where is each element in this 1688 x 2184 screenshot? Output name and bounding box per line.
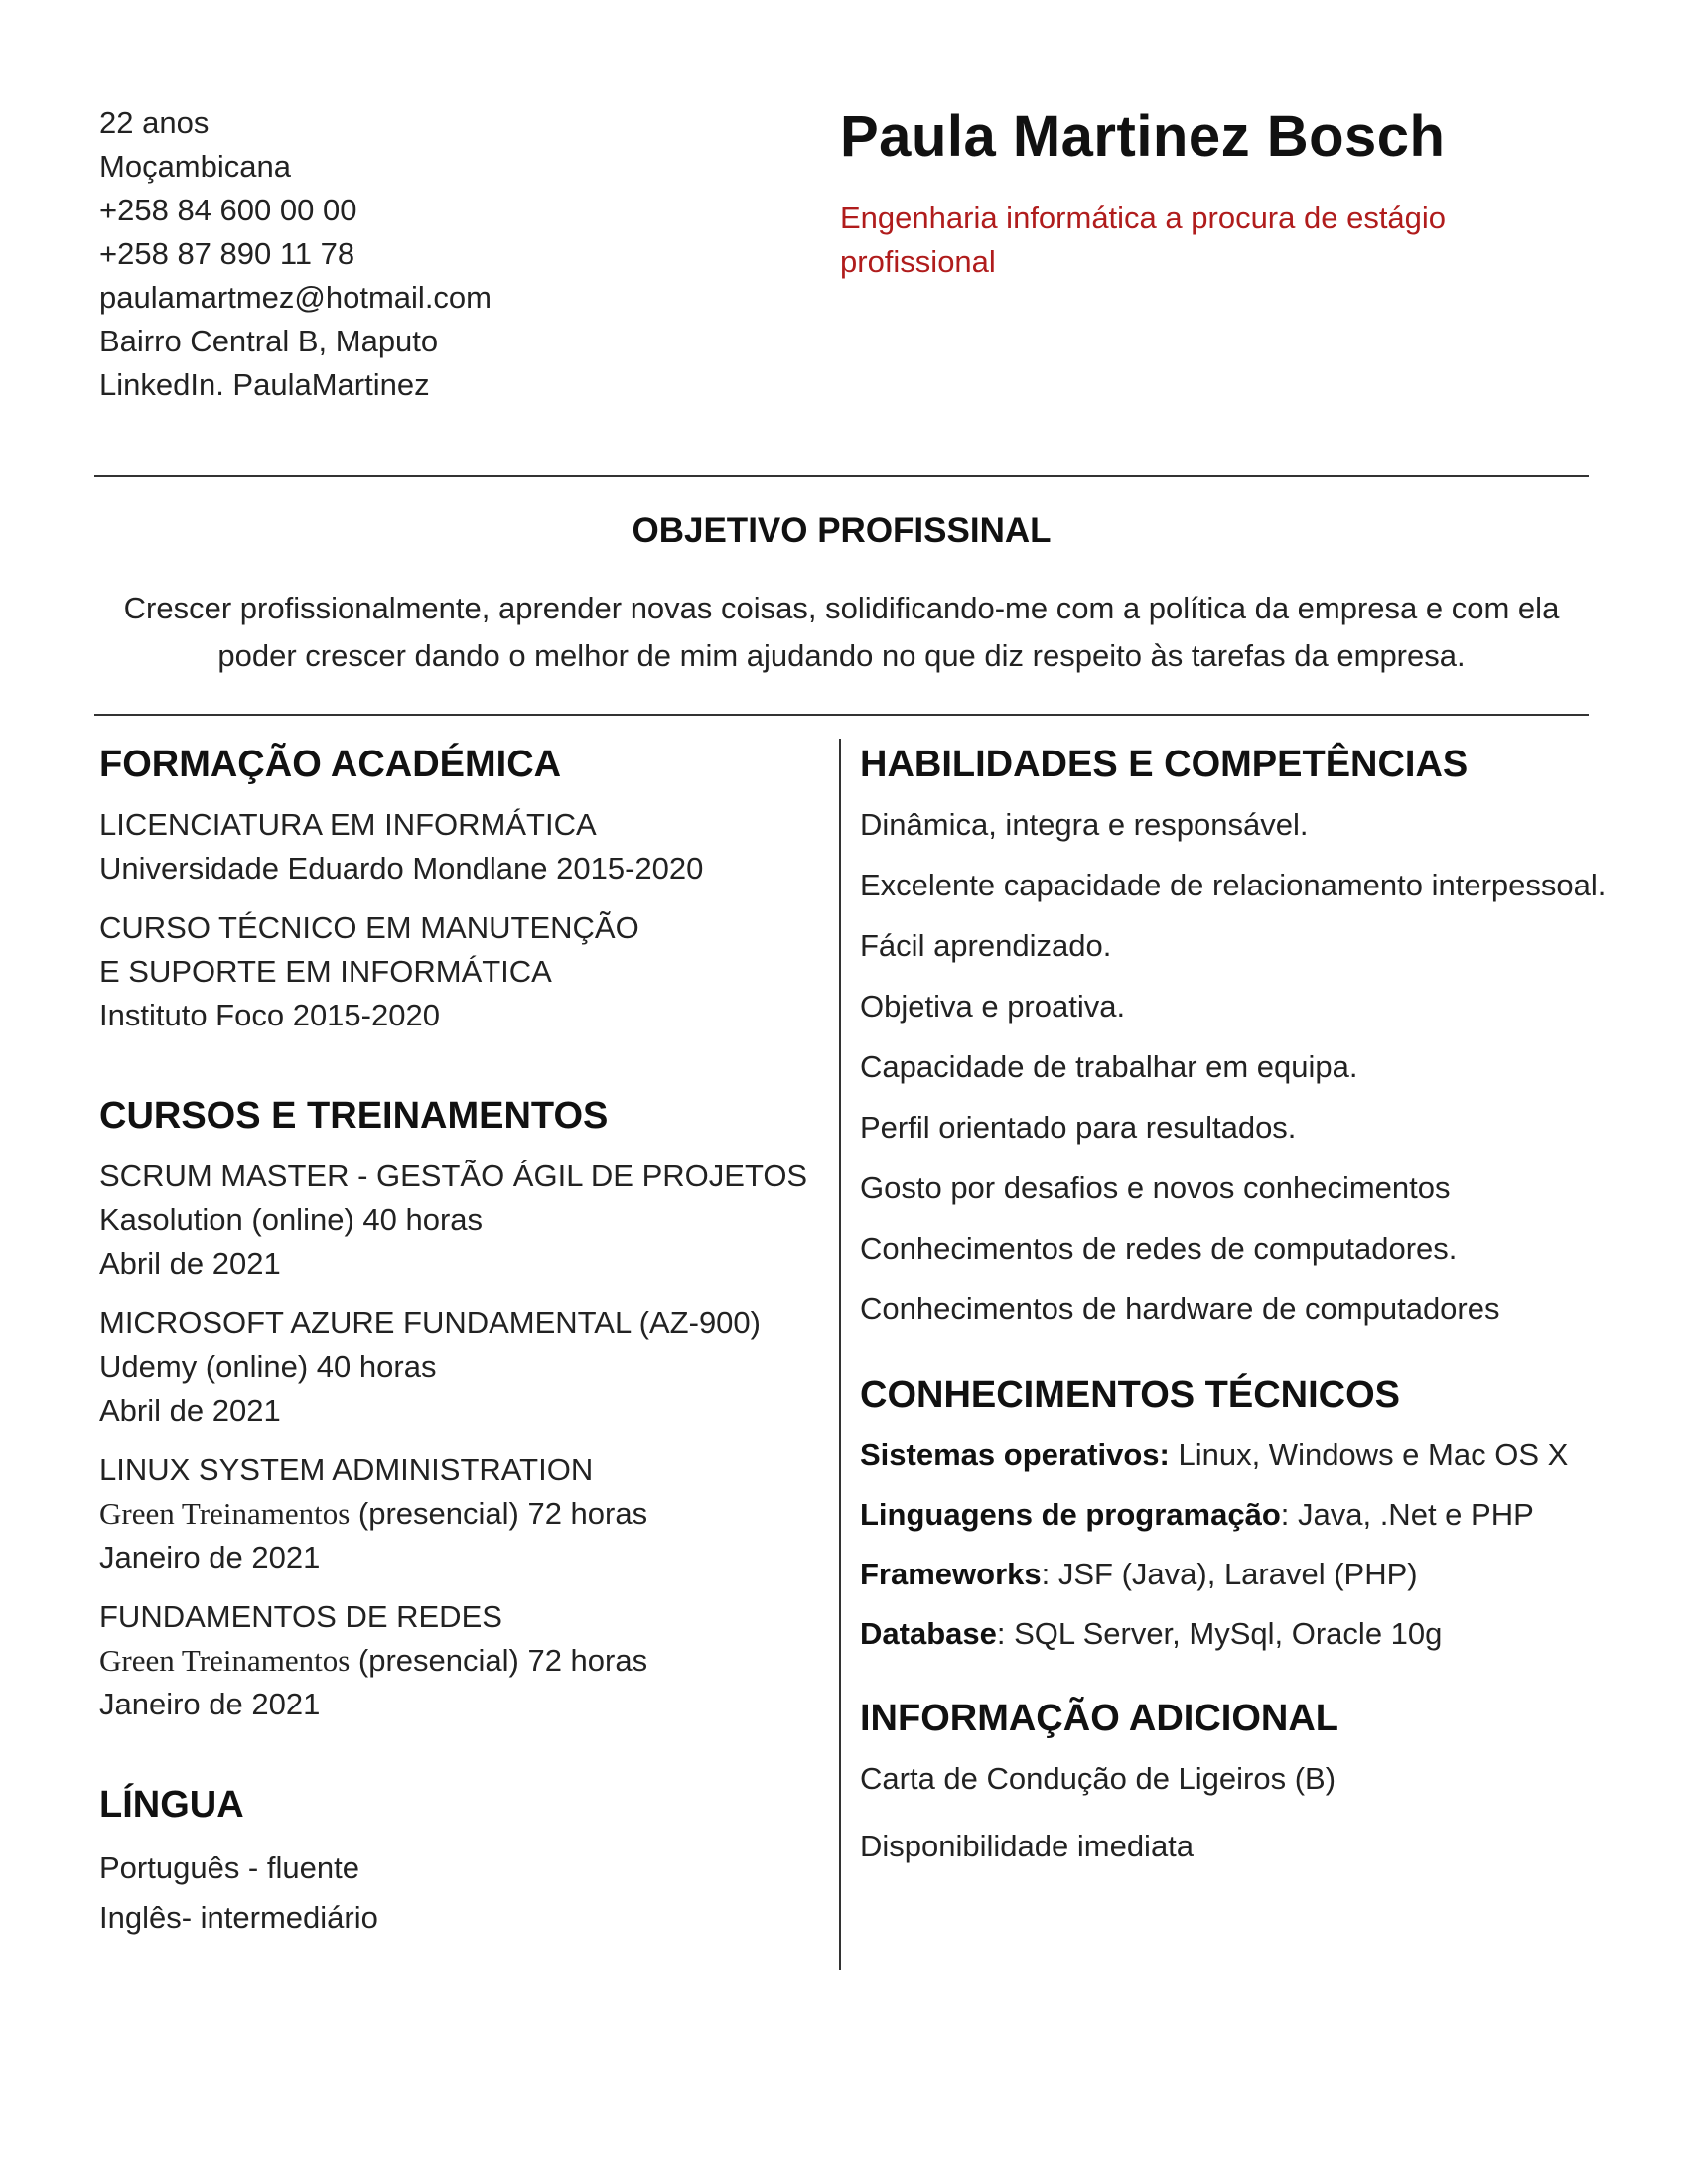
tech-label: Frameworks — [860, 1557, 1042, 1591]
education-item — [99, 906, 814, 1037]
contact-linkedin: LinkedIn. PaulaMartinez — [99, 367, 430, 402]
course-provider-detail: (presencial) 72 horas — [350, 1643, 648, 1678]
contact-phone-1: +258 84 600 00 00 — [99, 193, 357, 227]
tech-value: Linux, Windows e Mac OS X — [1169, 1437, 1569, 1472]
tech-value: : JSF (Java), Laravel (PHP) — [1041, 1557, 1418, 1591]
contact-phone-2: +258 87 890 11 78 — [99, 236, 355, 271]
tech-label: Sistemas operativos: — [860, 1437, 1170, 1472]
course-name: LINUX SYSTEM ADMINISTRATION — [99, 1452, 594, 1487]
skill-item: Conhecimentos de hardware de computadores — [860, 1292, 1500, 1326]
contact-info — [99, 101, 715, 407]
candidate-headline: Engenharia informática a procura de estágio profissional — [840, 201, 1447, 279]
language-item: Português - fluente — [99, 1850, 359, 1885]
education-school: Universidade Eduardo Mondlane 2015-2020 — [99, 851, 704, 886]
course-item — [99, 1448, 814, 1579]
additional-title: INFORMAÇÃO ADICIONAL — [860, 1698, 1338, 1739]
course-item — [99, 1595, 814, 1726]
tech-value: : SQL Server, MySql, Oracle 10g — [996, 1616, 1443, 1651]
divider-top — [94, 475, 1589, 477]
course-provider-org: Green Treinamentos — [99, 1643, 351, 1678]
course-date: Abril de 2021 — [99, 1393, 281, 1428]
course-item — [99, 1155, 814, 1286]
course-name: FUNDAMENTOS DE REDES — [99, 1599, 502, 1634]
education-title: FORMAÇÃO ACADÉMICA — [99, 744, 562, 785]
contact-nationality: Moçambicana — [99, 149, 291, 184]
course-provider — [99, 1492, 814, 1536]
left-column — [99, 740, 814, 1943]
tech-item-languages — [860, 1493, 1664, 1537]
tech-item-os — [860, 1433, 1664, 1477]
language-item: Inglês- intermediário — [99, 1900, 378, 1935]
skill-item: Gosto por desafios e novos conhecimentos — [860, 1170, 1451, 1205]
skill-item: Perfil orientado para resultados. — [860, 1110, 1297, 1145]
course-provider — [99, 1639, 814, 1683]
skill-item: Fácil aprendizado. — [860, 928, 1112, 963]
contact-email: paulamartmez@hotmail.com — [99, 280, 492, 315]
tech-value: : Java, .Net e PHP — [1280, 1497, 1534, 1532]
education-school: Instituto Foco 2015-2020 — [99, 998, 440, 1032]
tech-label: Linguagens de programação — [860, 1497, 1281, 1532]
tech-item-database — [860, 1612, 1664, 1656]
additional-item: Carta de Condução de Ligeiros (B) — [860, 1761, 1336, 1796]
course-provider-detail: (presencial) 72 horas — [350, 1496, 648, 1531]
course-provider: Udemy (online) 40 horas — [99, 1349, 437, 1384]
objective-text: Crescer profissionalmente, aprender novas coisas, solidificando-me com a política da empresa e com ela poder crescer dando o melhor de mim ajudando no que diz respeito às tarefas da empresa. — [123, 591, 1560, 673]
candidate-name: Paula Martinez Bosch — [840, 104, 1446, 169]
right-column — [860, 740, 1664, 1892]
tech-label: Database — [860, 1616, 997, 1651]
course-date: Janeiro de 2021 — [99, 1540, 321, 1574]
divider-middle — [94, 714, 1589, 716]
skill-item: Objetiva e proativa. — [860, 989, 1126, 1024]
course-provider: Kasolution (online) 40 horas — [99, 1202, 484, 1237]
course-date: Abril de 2021 — [99, 1246, 281, 1281]
additional-item: Disponibilidade imediata — [860, 1829, 1195, 1863]
course-provider-org: Green Treinamentos — [99, 1496, 351, 1531]
skill-item: Conhecimentos de redes de computadores. — [860, 1231, 1458, 1266]
contact-address: Bairro Central B, Maputo — [99, 324, 439, 358]
contact-age: 22 anos — [99, 105, 210, 140]
education-degree: CURSO TÉCNICO EM MANUTENÇÃO — [99, 910, 639, 945]
course-name: MICROSOFT AZURE FUNDAMENTAL (AZ-900) — [99, 1305, 761, 1340]
courses-title: CURSOS E TREINAMENTOS — [99, 1095, 609, 1137]
objective-title: OBJETIVO PROFISSINAL — [632, 511, 1052, 550]
skill-item: Capacidade de trabalhar em equipa. — [860, 1049, 1358, 1084]
tech-item-frameworks — [860, 1553, 1664, 1596]
skills-title: HABILIDADES E COMPETÊNCIAS — [860, 744, 1469, 785]
skill-item: Dinâmica, integra e responsável. — [860, 807, 1309, 842]
education-degree: LICENCIATURA EM INFORMÁTICA — [99, 807, 597, 842]
column-divider — [839, 739, 841, 1970]
technical-title: CONHECIMENTOS TÉCNICOS — [860, 1374, 1401, 1416]
course-date: Janeiro de 2021 — [99, 1687, 321, 1721]
languages-title: LÍNGUA — [99, 1784, 244, 1826]
course-item — [99, 1301, 814, 1433]
skill-item: Excelente capacidade de relacionamento interpessoal. — [860, 868, 1607, 902]
education-degree-cont: E SUPORTE EM INFORMÁTICA — [99, 954, 552, 989]
course-name: SCRUM MASTER - GESTÃO ÁGIL DE PROJETOS — [99, 1159, 808, 1193]
education-item — [99, 803, 814, 890]
